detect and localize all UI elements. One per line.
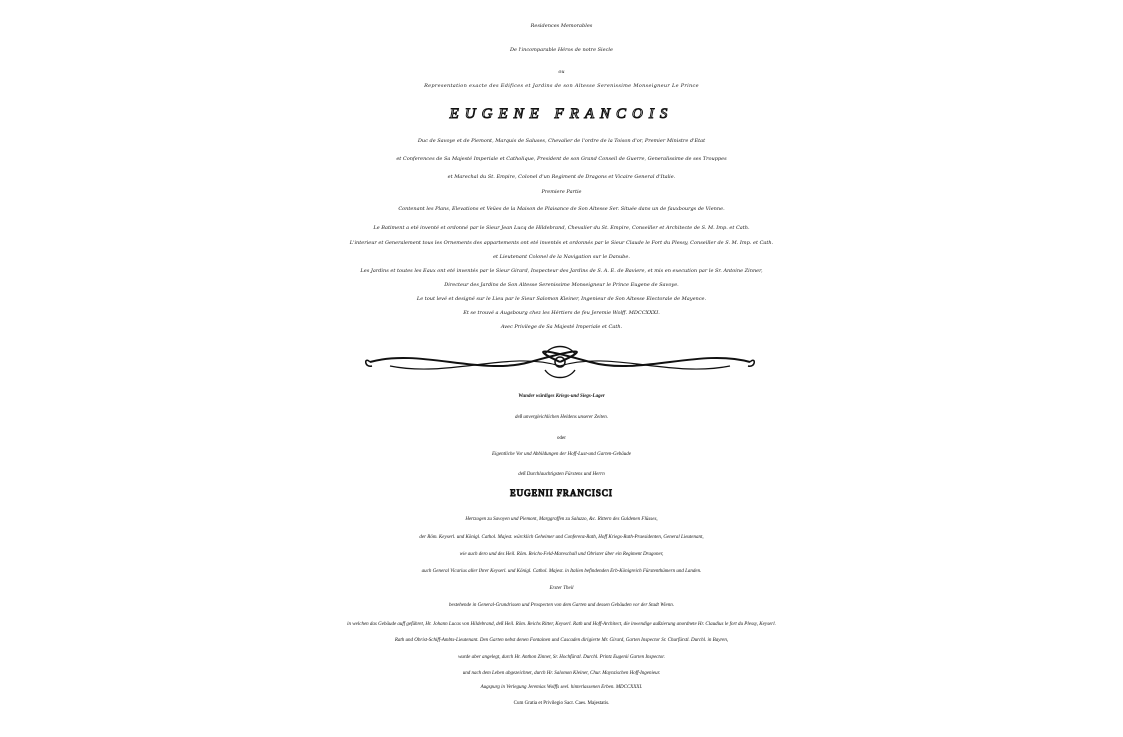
german-credit-line-4: und nach dem Leben abgezeichnet, durch Hr. Salomon Kleiner, Chur. Maynzischen Hoff-Ingenieur. [462, 671, 661, 676]
german-publisher-line: Augspurg in Verlegung Jeremias Wolffs seel. hinterlassenen Erben. MDCCXXXI. [480, 685, 643, 690]
french-prince-name: EUGENE FRANCOIS [449, 106, 674, 122]
french-contents-line: Contenant les Plans, Elevations et Veües de la Maison de Plaisance de Son Altesse Ser. Située dans un de fauxbourgs de Vienne. [398, 206, 725, 212]
french-title-line-1: Residences Memorables [530, 23, 593, 29]
french-credit-line-1: Le Batiment a eté inventé et ordonné par le Sieur Jean Lucq de Hildebrand, Chevalier du St. Empire, Conseiller et Architecte de S. M. Imp. et Cath. [373, 225, 750, 231]
german-contents-line: bestehende in General-Grundrissen und Prospecten von dem Garten und dessen Gebäuden vor der Stadt Wienn. [449, 603, 674, 608]
german-titles-line-4: auch General Vicarius aller Ihrer Keyserl. und Königl. Cathol. Majest. in Italien befindenden Erb-Königreich Fürstenthümern und Landen. [421, 569, 702, 574]
french-credit-line-3: et Lieutenant Colonel de la Navigation sur le Danube. [493, 254, 630, 260]
french-titles-line-1: Duc de Savoye et de Piemont, Marquis de Saluses, Chevalier de l'ordre de la Toison d'or, Premier Ministre d'Etat [417, 138, 706, 144]
german-credit-line-1: in welchen das Gebäude auff geführet, Hr. Johann Lucas von Hildebrand, deß Heil. Röm. Reichs Ritter, Keyserl. Rath und Hoff-Architect, die inwendige außzierung anordnete Hr. Claudius le fort du Plessy, Keyserl. [347, 622, 776, 627]
german-title-line-2: deß unvergleichlichen Heldens unserer Zeiten. [514, 415, 609, 420]
german-titles-line-3: wie auch dero und des Heil. Röm. Reichs-Feld-Mareschall und Obrister über ein Regiment Dragoner, [459, 552, 664, 557]
french-part-heading: Premiere Partie [541, 189, 582, 195]
german-title-line-1: Wunder würdiges Kriegs-und Siegs-Lager [518, 394, 605, 399]
german-title-line-3: oder [557, 436, 566, 441]
german-privilege-line: Cum Gratia et Privilegio Sacr. Caes. Majestatis. [513, 701, 610, 706]
german-title-line-4: Eigentliche Vor und Abbildungen der Hoff-Lust-und Garten-Gebäude [491, 452, 632, 457]
german-prince-name: EUGENII FRANCISCI [510, 488, 613, 498]
french-credit-line-4: Les Jardins et toutes les Eaux ont eté inventés par le Sieur Girard, Inspecteur des Jardins de S. A. E. de Baviere, et mis en execution par le Sr. Antoine Zinner, [360, 268, 763, 274]
french-titles-line-2: et Conferences de Sa Majesté Imperiale et Catholique, President de son Grand Conseil de Guerre, Generalissime de ses Trouppes [396, 156, 727, 162]
german-title-line-5: deß Durchlauchtigsten Fürstens und Herrn [518, 472, 605, 477]
french-title-line-4: Representation exacte des Edifices et Jardins de son Altesse Serenissime Monseigneur Le Prince [424, 83, 699, 89]
french-credit-line-6: Le tout levé et designé sur le Lieu par le Sieur Salomon Kleiner, Ingenieur de Son Altesse Electorale de Mayence. [416, 296, 707, 302]
german-part-heading: Erster Theil [549, 586, 574, 591]
calligraphic-flourish-divider [360, 340, 760, 384]
german-credit-line-2: Rath und Obrist-Schiff-Ambts-Lieutenant. Den Garten nebst denen Fontainen und Cascaden dirigierte Mr. Girard, Garten Inspector Sr. Churfürstl. Durchl. in Bayren, [394, 638, 729, 643]
french-title-line-3: ou [558, 69, 565, 75]
german-titles-line-1: Hertzogen zu Savoyen und Piemont, Marggraffen zu Saluzzo, &c. Rittern des Guldenen Flüsses, [465, 517, 658, 522]
german-credit-line-3: wurde aber angelegt, durch Hr. Anthon Zinner, Sr. Hochfürstl. Durchl. Printz Eugenii Garten Inspector. [458, 655, 665, 660]
french-privilege-line: Avec Privilege de Sa Majesté Imperiale et Cath. [500, 324, 623, 330]
french-credit-line-2: L'interieur et Generalement tous les Ornements des appartements ont eté inventés et ordonnés par le Sieur Claude le Fort du Plessy, Conseiller de S. M. Imp. et Cath. [349, 240, 774, 246]
french-title-line-2: De l'incomparable Héros de notre Siecle [510, 47, 613, 53]
german-titles-line-2: der Röm. Keyserl. und Königl. Cathol. Majest. würcklich Geheimer und Conferenz-Rath, Hoff Kriegs-Rath-Praesidenten, General Lieutenant, [419, 535, 704, 540]
french-titles-line-3: et Marechal du St. Empire, Colonel d'un Regiment de Dragons et Vicaire General d'Italie. [447, 174, 676, 180]
french-credit-line-5: Directeur des Jardins de Son Altesse Serenissime Monseigneur le Prince Eugene de Savoye. [444, 282, 679, 288]
french-publisher-line: Et se trouvé a Augsbourg chez les Hértiers de feu Jeremie Wolff. MDCCXXXI. [463, 310, 660, 316]
